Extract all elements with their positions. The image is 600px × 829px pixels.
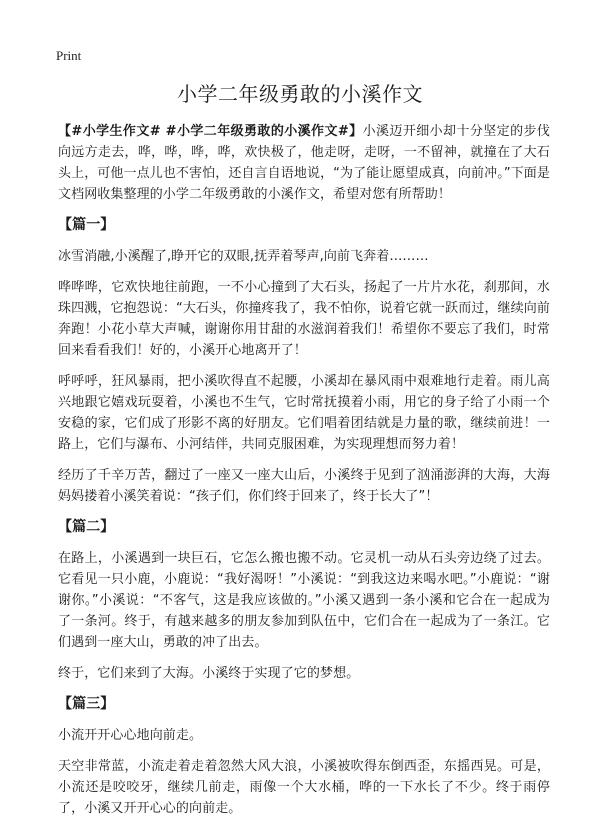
section-1-paragraph-1: 冰雪消融,小溪醒了,睁开它的双眼,抚弄着琴声,向前飞奔着……… bbox=[58, 249, 429, 264]
section-3-paragraph-2: 天空非常蓝，小流走着走着忽然大风大浪，小溪被吹得东倒西歪，东摇西晃。可是，小流还是咬咬牙，继续几前走，雨像一个大水桶，哗的一下水长了不少。终于雨停了，小溪又开开心心的向前走。 bbox=[58, 759, 550, 816]
intro-paragraph bbox=[58, 121, 550, 205]
section-1-paragraph-2: 哗哗哗，它欢快地往前跑，一不小心撞到了大石头，扬起了一片片水花，刹那间，水珠四溅，它抱怨说：“大石头，你撞疼我了，我不怕你，说着它就一跃而过，继续向前奔跑！小花小草大声喊，谢谢你用甘甜的水滋润着我们！希望你不要忘了我们，时常回来看看我们！好的，小溪开心地离开了！ bbox=[58, 280, 550, 358]
section-2-paragraph-2: 终于，它们来到了大海。小溪终于实现了它的梦想。 bbox=[58, 666, 360, 681]
section-1-paragraph-4: 经历了千辛万苦，翻过了一座又一座大山后，小溪终于见到了汹涌澎湃的大海，大海妈妈搂着小溪笑着说：“孩子们，你们终于回来了，终于长大了”！ bbox=[58, 468, 550, 504]
print-link[interactable]: Print bbox=[56, 48, 82, 63]
section-1-paragraph-3: 呼呼呼，狂风暴雨，把小溪吹得直不起腰，小溪却在暴风雨中艰难地行走着。雨儿高兴地跟它嬉戏玩耍着，小溪也不生气，它时常抚摸着小雨，用它的身子给了小雨一个安稳的家，它们成了形影不离的好朋友。它们唱着团结就是力量的歌，继续前进！一路上，它们与瀑布、小河结伴，共同克服困难，为实现理想而努力着！ bbox=[58, 374, 550, 452]
section-3-paragraph-1: 小流开开心心地向前走。 bbox=[58, 728, 203, 743]
section-2-paragraph-1: 在路上，小溪遇到一块巨石，它怎么搬也搬不动。它灵机一动从石头旁边绕了过去。它看见一只小鹿，小鹿说：“我好渴呀！”小溪说：“到我这边来喝水吧。”小鹿说：“谢谢你。”小溪说：“不客气，这是我应该做的。”小溪又遇到一条小溪和它合在一起成为了一条河。终于，有越来越多的朋友参加到队伍中，它们合在一起成为了一条江。它们遇到一座大山，勇敢的冲了出去。 bbox=[58, 551, 550, 650]
page-title: 小学二年级勇敢的小溪作文 bbox=[177, 82, 423, 106]
section-heading-2: 【篇二】 bbox=[58, 519, 115, 535]
section-heading-1: 【篇一】 bbox=[58, 217, 115, 233]
article-body bbox=[58, 121, 550, 829]
intro-text: 小溪迈开细小却十分坚定的步伐向远方走去，哗，哗，哗，哗，欢快极了，他走呀，走呀，一不留神，就撞在了大石头上，可他一点儿也不害怕，还自言自语地说，“为了能让愿望成真，向前冲。”下面是文档网收集整理的小学二年级勇敢的小溪作文，希望对您有所帮助！ bbox=[58, 124, 551, 202]
section-heading-3: 【篇三】 bbox=[58, 696, 115, 712]
intro-tag: 【#小学生作文# #小学二年级勇敢的小溪作文#】 bbox=[58, 124, 363, 139]
